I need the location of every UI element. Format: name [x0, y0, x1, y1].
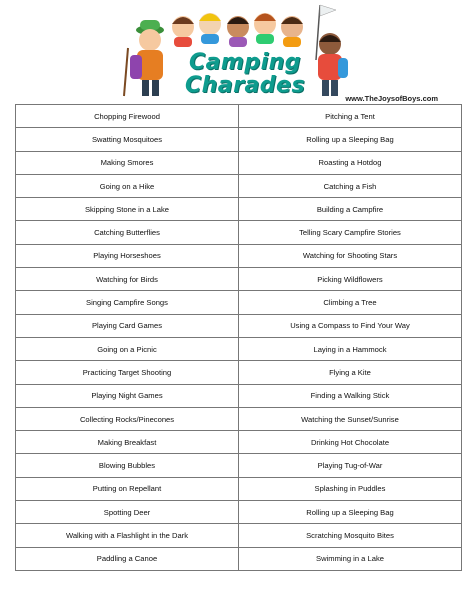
table-row: [16, 291, 462, 314]
table-row: [16, 174, 462, 197]
charade-left-cell: Chopping Firewood: [16, 105, 239, 128]
charade-right-cell: Flying a Kite: [239, 361, 462, 384]
charade-left-cell: Swatting Mosquitoes: [16, 128, 239, 151]
charade-right-cell: Rolling up a Sleeping Bag: [239, 501, 462, 524]
table-row: [16, 105, 462, 128]
charade-left-cell: Playing Night Games: [16, 384, 239, 407]
table-row: [16, 477, 462, 500]
table-row: [16, 314, 462, 337]
table-row: [16, 244, 462, 267]
page-title-line-1: Camping: [188, 50, 302, 75]
charade-right-cell: Telling Scary Campfire Stories: [239, 221, 462, 244]
charade-left-cell: Walking with a Flashlight in the Dark: [16, 524, 239, 547]
charade-left-cell: Singing Campfire Songs: [16, 291, 239, 314]
table-row: [16, 407, 462, 430]
charade-left-cell: Blowing Bubbles: [16, 454, 239, 477]
page-title-line-2: Charades: [184, 73, 306, 98]
table-row: [16, 128, 462, 151]
charade-right-cell: Scratching Mosquito Bites: [239, 524, 462, 547]
table-row: [16, 221, 462, 244]
kid-head-4: [254, 13, 276, 44]
charade-right-cell: Rolling up a Sleeping Bag: [239, 128, 462, 151]
table-row: [16, 431, 462, 454]
kid-hiker-left: [124, 20, 164, 96]
charade-right-cell: Laying in a Hammock: [239, 337, 462, 360]
kid-head-5: [281, 16, 303, 47]
charade-left-cell: Going on a Picnic: [16, 337, 239, 360]
table-row: [16, 501, 462, 524]
table-row: [16, 268, 462, 291]
table-row: [16, 547, 462, 570]
website-url: www.TheJoysofBoys.com: [345, 94, 438, 103]
table-row: [16, 384, 462, 407]
table-row: [16, 454, 462, 477]
charade-right-cell: Watching the Sunset/Sunrise: [239, 407, 462, 430]
kid-head-2: [199, 13, 221, 44]
charade-left-cell: Paddling a Canoe: [16, 547, 239, 570]
charade-right-cell: Playing Tug-of-War: [239, 454, 462, 477]
charade-left-cell: Skipping Stone in a Lake: [16, 198, 239, 221]
charade-left-cell: Playing Horseshoes: [16, 244, 239, 267]
charade-left-cell: Practicing Target Shooting: [16, 361, 239, 384]
charade-right-cell: Pitching a Tent: [239, 105, 462, 128]
charade-right-cell: Using a Compass to Find Your Way: [239, 314, 462, 337]
charade-right-cell: Drinking Hot Chocolate: [239, 431, 462, 454]
charade-left-cell: Making Breakfast: [16, 431, 239, 454]
charade-left-cell: Collecting Rocks/Pinecones: [16, 407, 239, 430]
charade-left-cell: Spotting Deer: [16, 501, 239, 524]
charade-right-cell: Picking Wildflowers: [239, 268, 462, 291]
table-row: [16, 361, 462, 384]
charade-left-cell: Putting on Repellant: [16, 477, 239, 500]
charade-left-cell: Going on a Hike: [16, 174, 239, 197]
charade-right-cell: Building a Campfire: [239, 198, 462, 221]
kid-head-3: [227, 16, 249, 47]
charade-right-cell: Roasting a Hotdog: [239, 151, 462, 174]
charade-right-cell: Climbing a Tree: [239, 291, 462, 314]
charade-right-cell: Catching a Fish: [239, 174, 462, 197]
charade-right-cell: Finding a Walking Stick: [239, 384, 462, 407]
charade-left-cell: Making Smores: [16, 151, 239, 174]
charade-right-cell: Swimming in a Lake: [239, 547, 462, 570]
charades-table: [15, 104, 462, 571]
table-row: [16, 151, 462, 174]
charade-right-cell: Splashing in Puddles: [239, 477, 462, 500]
charade-left-cell: Playing Card Games: [16, 314, 239, 337]
header: [0, 0, 474, 104]
charade-left-cell: Catching Butterflies: [16, 221, 239, 244]
charades-table-body: [16, 105, 462, 571]
charade-right-cell: Watching for Shooting Stars: [239, 244, 462, 267]
table-row: [16, 198, 462, 221]
table-row: [16, 524, 462, 547]
kid-head-1: [172, 16, 194, 47]
charade-left-cell: Watching for Birds: [16, 268, 239, 291]
table-row: [16, 337, 462, 360]
